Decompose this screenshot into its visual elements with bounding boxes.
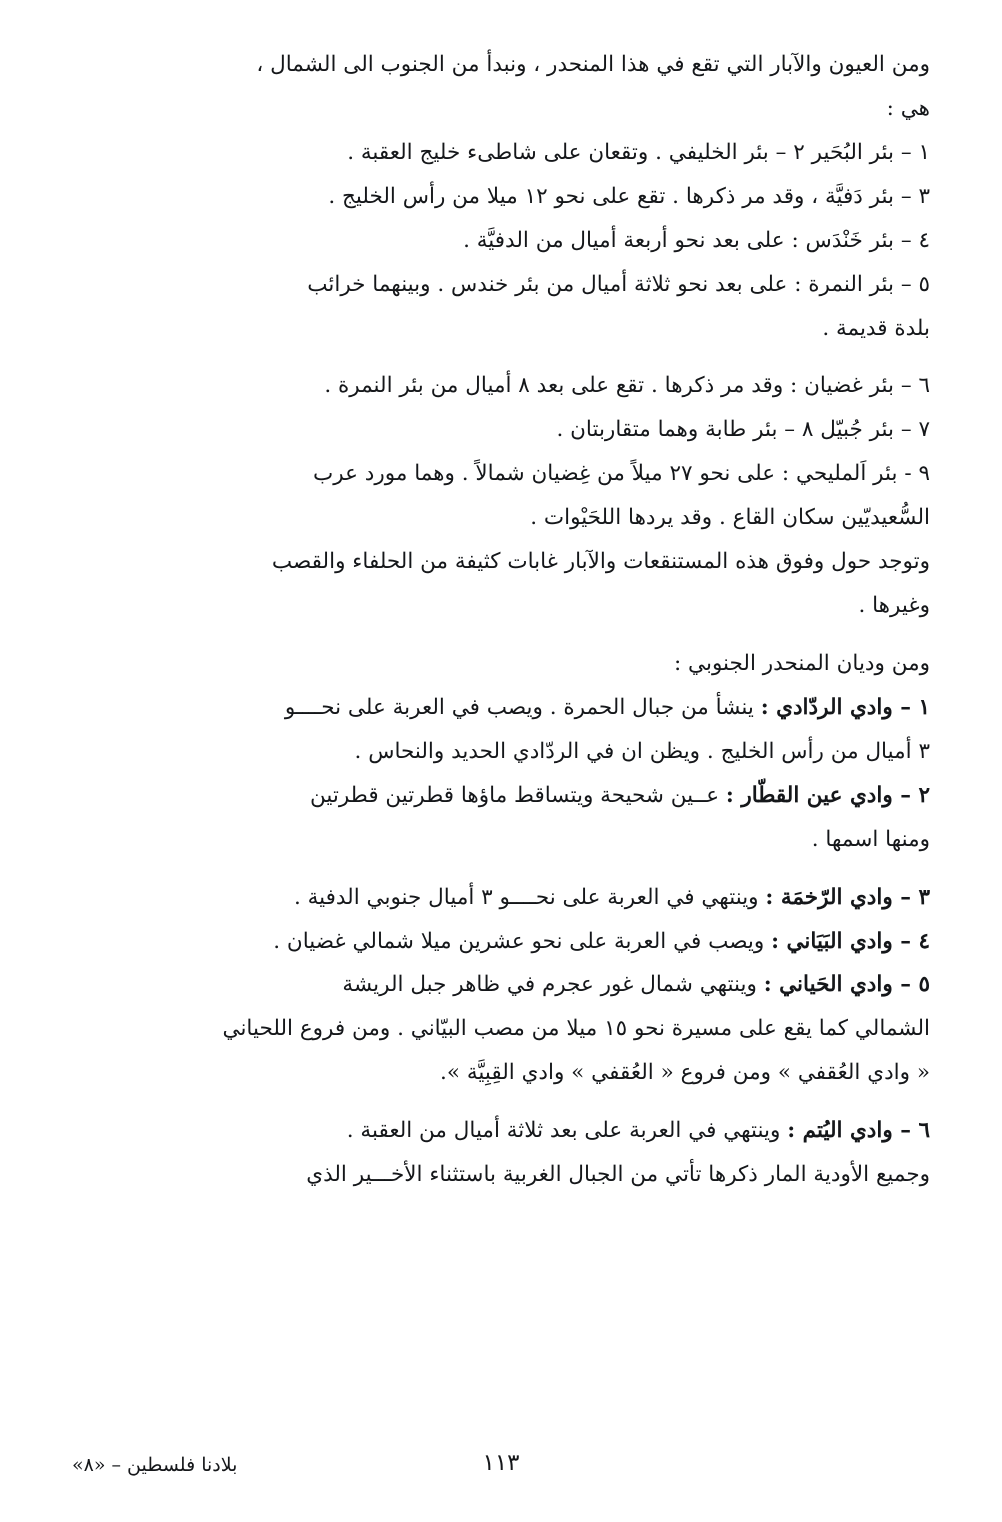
paragraph-intro-2: هي : bbox=[886, 95, 930, 121]
valley-5-label: ٥ – وادي الحَياني : bbox=[763, 972, 930, 998]
list-item-valley-3 bbox=[72, 877, 930, 919]
valley-2-label: ٢ – وادي عين القطّار : bbox=[725, 782, 930, 808]
list-item-well-5: ٥ – بئر النمرة : على بعد نحو ثلاثة أميال من بئر خندس . وبينهما خرائب bbox=[307, 271, 930, 297]
list-item-valley-2-continued: ومنها اسمها . bbox=[811, 826, 930, 852]
valley-5-text: وينتهي شمال غور عجرم في ظاهر جبل الريشة bbox=[342, 972, 764, 998]
valley-3-text: وينتهي في العربة على نحــــو ٣ أميال جنوبي الدفية . bbox=[293, 884, 766, 910]
list-item-well-5-continued: بلدة قديمة . bbox=[822, 315, 930, 341]
book-title: بلادنا فلسطين – «٨» bbox=[72, 1454, 238, 1476]
list-item-well-6: ٦ – بئر غضيان : وقد مر ذكرها . تقع على بعد ٨ أميال من بئر النمرة . bbox=[324, 373, 930, 399]
list-item-well-7-8: ٧ – بئر جُبيّل ٨ – بئر طابة وهما متقاربتان . bbox=[556, 417, 930, 443]
list-item-valley-2 bbox=[72, 775, 930, 817]
list-item-valley-1-continued: ٣ أميال من رأس الخليج . ويظن ان في الردّادي الحديد والنحاس . bbox=[354, 738, 930, 764]
list-item-well-3: ٣ – بئر دَفيَّة ، وقد مر ذكرها . تقع على نحو ١٢ ميلا من رأس الخليج . bbox=[328, 183, 930, 209]
valley-4-label: ٤ – وادي البَيَاني : bbox=[771, 928, 930, 954]
valley-6-text: وينتهي في العربة على بعد ثلاثة أميال من العقبة . bbox=[346, 1118, 788, 1144]
paragraph-closing: وجميع الأودية المار ذكرها تأتي من الجبال الغربية باستثناء الأخـــير الذي bbox=[306, 1162, 930, 1188]
list-item-valley-5-continued-1: الشمالي كما يقع على مسيرة نحو ١٥ ميلا من مصب البيّاني . ومن فروع اللحياني bbox=[222, 1016, 930, 1042]
paragraph-valleys-intro: ومن وديان المنحدر الجنوبي : bbox=[673, 650, 930, 676]
paragraph-marsh-note: وتوجد حول وفوق هذه المستنقعات والآبار غابات كثيفة من الحلفاء والقصب bbox=[271, 549, 930, 575]
list-item-valley-5-continued-2: « وادي العُقفي » ومن فروع « العُقفي » وادي القِبِيَّة ». bbox=[440, 1060, 930, 1086]
paragraph-marsh-note-continued: وغيرها . bbox=[858, 593, 930, 619]
valley-1-text: ينشأ من جبال الحمرة . ويصب في العربة على نحــــو bbox=[284, 694, 761, 720]
valley-2-text: عــين شحيحة ويتساقط ماؤها قطرتين قطرتين bbox=[309, 782, 726, 808]
list-item-valley-1 bbox=[72, 687, 930, 729]
list-item-valley-4 bbox=[72, 921, 930, 963]
list-item-valley-5 bbox=[72, 964, 930, 1006]
page-number: ١١٣ bbox=[482, 1450, 520, 1476]
paragraph-intro-1: ومن العيون والآبار التي تقع في هذا المنحدر ، ونبدأ من الجنوب الى الشمال ، bbox=[256, 52, 930, 77]
list-item-valley-6 bbox=[72, 1110, 930, 1152]
page-footer bbox=[72, 1450, 930, 1484]
list-item-well-4: ٤ – بئر خَنْدَس : على بعد نحو أربعة أميال من الدفيَّة . bbox=[463, 227, 930, 253]
valley-6-label: ٦ – وادي اليُتم : bbox=[787, 1118, 930, 1144]
valley-1-label: ١ – وادي الردّادي : bbox=[760, 694, 930, 720]
page-body bbox=[72, 44, 930, 1196]
valley-3-label: ٣ – وادي الرّخمَة : bbox=[765, 884, 930, 910]
valley-4-text: ويصب في العربة على نحو عشرين ميلا شمالي غضيان . bbox=[273, 928, 772, 954]
list-item-well-1-2: ١ – بئر البُحَير ٢ – بئر الخليفي . وتقعان على شاطىء خليج العقبة . bbox=[347, 139, 930, 165]
list-item-well-9-continued: السُّعيديّين سكان القاع . وقد يردها اللحَيْوات . bbox=[530, 505, 930, 531]
list-item-well-9: ٩ - بئر اَلمليحي : على نحو ٢٧ ميلاً من غِضيان شمالاً . وهما مورد عرب bbox=[313, 461, 930, 487]
